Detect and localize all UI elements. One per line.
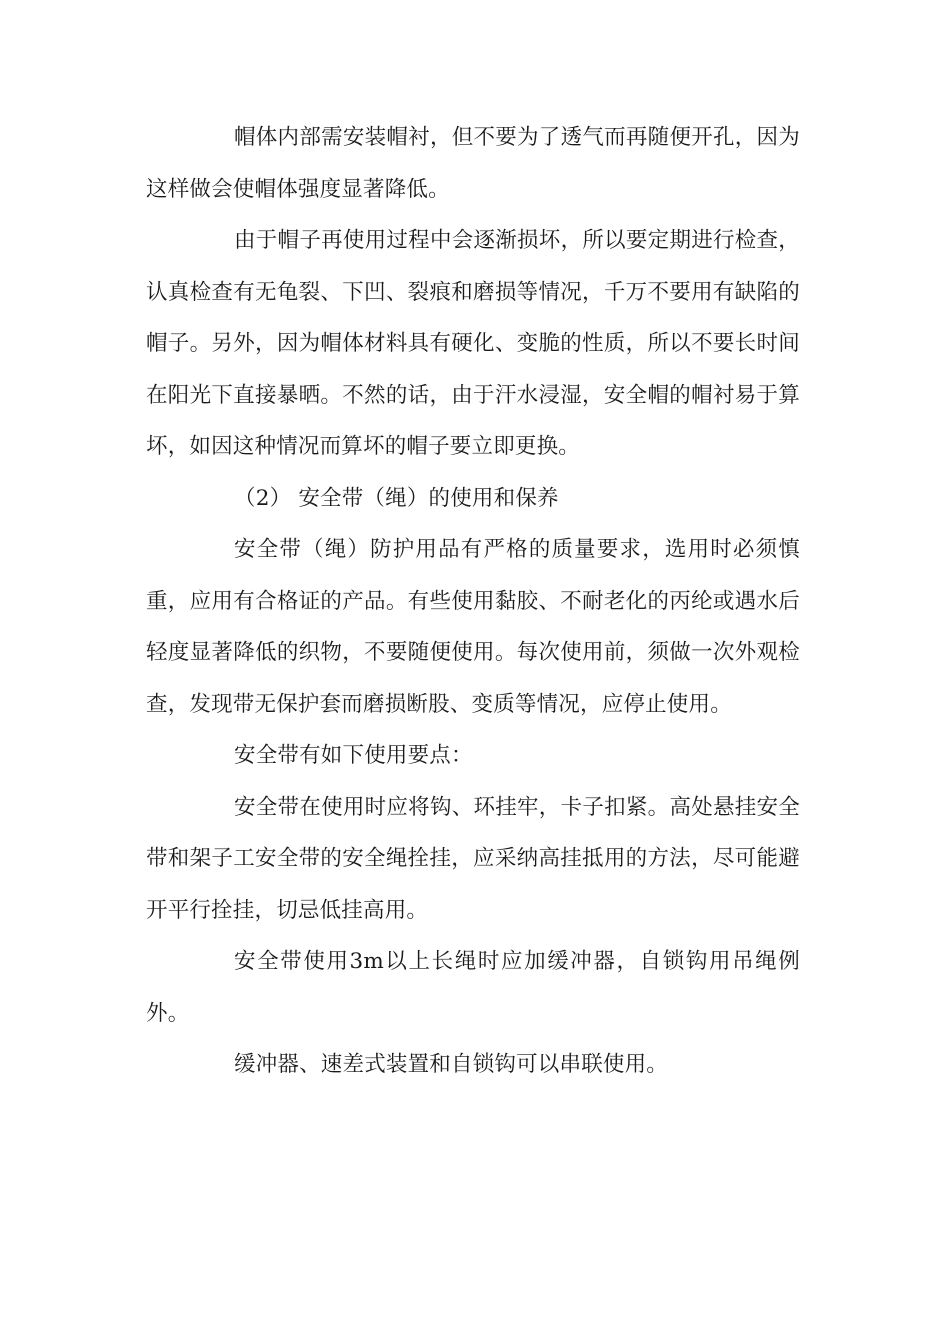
paragraph-belt-series: 缓冲器、速差式装置和自锁钩可以串联使用。 [234,1052,669,1077]
section-heading-safety-belt: （2） 安全带（绳）的使用和保养 [234,485,559,511]
paragraph-belt-usage-intro: 安全带有如下使用要点： [234,743,473,768]
paragraph-helmet-inspection: 由于帽子再使用过程中会逐渐损坏，所以要定期进行检查，认真检查有无龟裂、下凹、裂痕和磨损等情况，千万不要用有缺陷的帽子。另外，因为帽体材料具有硬化、变脆的性质，所以不要长时间在阳光下直接暴晒。不然的话，由于汗水浸湿，安全帽的帽衬易于算坏，如因这种情况而算坏的帽子要立即更换。 [146,228,800,459]
paragraph-belt-quality: 安全带（绳）防护用品有严格的质量要求，选用时必须慎重，应用有合格证的产品。有些使用黏胶、不耐老化的丙纶或遇水后轻度显著降低的织物，不要随便使用。每次使用前，须做一次外观检查，发现带无保护套而磨损断股、变质等情况，应停止使用。 [146,537,800,717]
document-body [146,112,800,1091]
paragraph-belt-buffer: 安全带使用3m以上长绳时应加缓冲器，自锁钩用吊绳例外。 [146,949,800,1026]
paragraph-helmet-liner: 帽体内部需安装帽衬，但不要为了透气而再随便开孔，因为这样做会使帽体强度显著降低。 [146,125,800,202]
paragraph-belt-hooking: 安全带在使用时应将钩、环挂牢，卡子扣紧。高处悬挂安全带和架子工安全带的安全绳拴挂，应采纳高挂抵用的方法，尽可能避开平行拴挂，切忌低挂高用。 [146,794,800,923]
